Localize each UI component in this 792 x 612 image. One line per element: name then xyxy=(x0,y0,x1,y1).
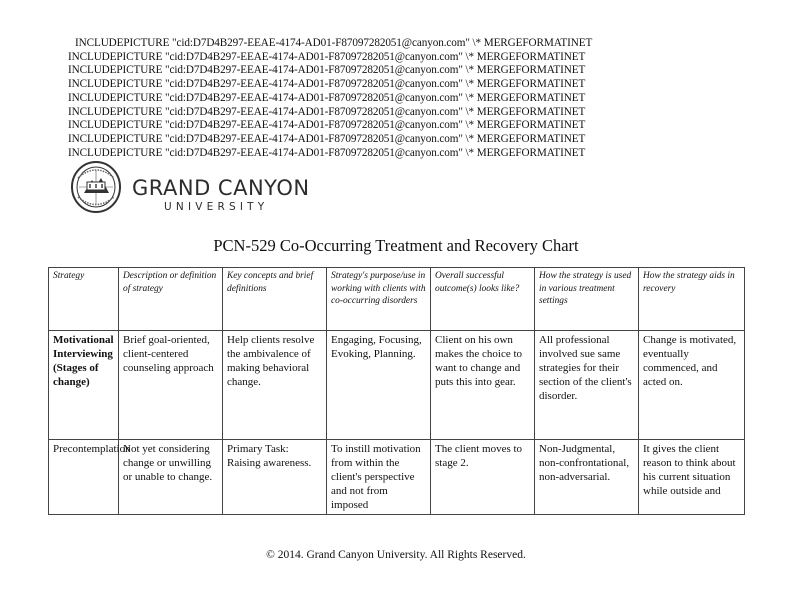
include-line: INCLUDEPICTURE "cid:D7D4B297-EEAE-4174-AD01-F87097282051@canyon.com" \* MERGEFORMATINET xyxy=(68,105,586,118)
include-line: INCLUDEPICTURE "cid:D7D4B297-EEAE-4174-AD01-F87097282051@canyon.com" \* MERGEFORMATINET xyxy=(68,119,586,132)
header-cell: Key concepts and brief definitions xyxy=(223,268,327,331)
logo-subtitle: UNIVERSITY xyxy=(164,201,269,213)
header-cell: Strategy's purpose/use in working with clients with co-occurring disorders xyxy=(327,268,431,331)
table-cell: The client moves to stage 2. xyxy=(431,440,535,515)
copyright-footer: © 2014. Grand Canyon University. All Rights Reserved. xyxy=(266,549,526,561)
table-cell: Motivational Interviewing (Stages of change) xyxy=(49,331,119,440)
table-cell: Not yet considering change or unwilling or unable to change. xyxy=(119,440,223,515)
table-cell: To instill motivation from within the client's perspective and not from imposed xyxy=(327,440,431,515)
treatment-recovery-chart xyxy=(48,267,745,515)
include-picture-field-codes xyxy=(68,37,708,160)
document-title: PCN-529 Co-Occurring Treatment and Recovery Chart xyxy=(213,236,579,255)
table-header-row xyxy=(49,268,745,331)
header-cell: Overall successful outcome(s) looks like? xyxy=(431,268,535,331)
header-cell: How the strategy is used in various treatment settings xyxy=(535,268,639,331)
include-line: INCLUDEPICTURE "cid:D7D4B297-EEAE-4174-AD01-F87097282051@canyon.com" \* MERGEFORMATINET xyxy=(68,50,586,63)
header-cell: Description or definition of strategy xyxy=(119,268,223,331)
table-row xyxy=(49,440,745,515)
include-line: INCLUDEPICTURE "cid:D7D4B297-EEAE-4174-AD01-F87097282051@canyon.com" \* MERGEFORMATINET xyxy=(68,132,586,145)
table-cell: Help clients resolve the ambivalence of making behavioral change. xyxy=(223,331,327,440)
table-cell: Client on his own makes the choice to want to change and puts this into gear. xyxy=(431,331,535,440)
header-cell: Strategy xyxy=(49,268,119,331)
table-cell: All professional involved sue same strategies for their section of the client's disorder. xyxy=(535,331,639,440)
table-cell: Primary Task: Raising awareness. xyxy=(223,440,327,515)
logo-name: GRAND CANYON xyxy=(132,176,310,200)
include-line: INCLUDEPICTURE "cid:D7D4B297-EEAE-4174-AD01-F87097282051@canyon.com" \* MERGEFORMATINET xyxy=(75,37,593,49)
header-cell: How the strategy aids in recovery xyxy=(639,268,745,331)
include-line: INCLUDEPICTURE "cid:D7D4B297-EEAE-4174-AD01-F87097282051@canyon.com" \* MERGEFORMATINET xyxy=(68,78,586,91)
include-line: INCLUDEPICTURE "cid:D7D4B297-EEAE-4174-AD01-F87097282051@canyon.com" \* MERGEFORMATINET xyxy=(68,64,586,77)
table-cell: Non-Judgmental, non-confrontational, non-adversarial. xyxy=(535,440,639,515)
table-cell: It gives the client reason to think about his current situation while outside and xyxy=(639,440,745,515)
table-cell: Change is motivated, eventually commenced, and acted on. xyxy=(639,331,745,440)
include-line: INCLUDEPICTURE "cid:D7D4B297-EEAE-4174-AD01-F87097282051@canyon.com" \* MERGEFORMATINET xyxy=(68,91,586,104)
university-seal-icon xyxy=(70,160,122,214)
table-cell: Brief goal-oriented, client-centered counseling approach xyxy=(119,331,223,440)
table-cell: Engaging, Focusing, Evoking, Planning. xyxy=(327,331,431,440)
university-logo xyxy=(70,160,320,216)
table-row xyxy=(49,331,745,440)
include-line: INCLUDEPICTURE "cid:D7D4B297-EEAE-4174-AD01-F87097282051@canyon.com" \* MERGEFORMATINET xyxy=(68,146,586,159)
table-cell: Precontemplation xyxy=(49,440,119,515)
